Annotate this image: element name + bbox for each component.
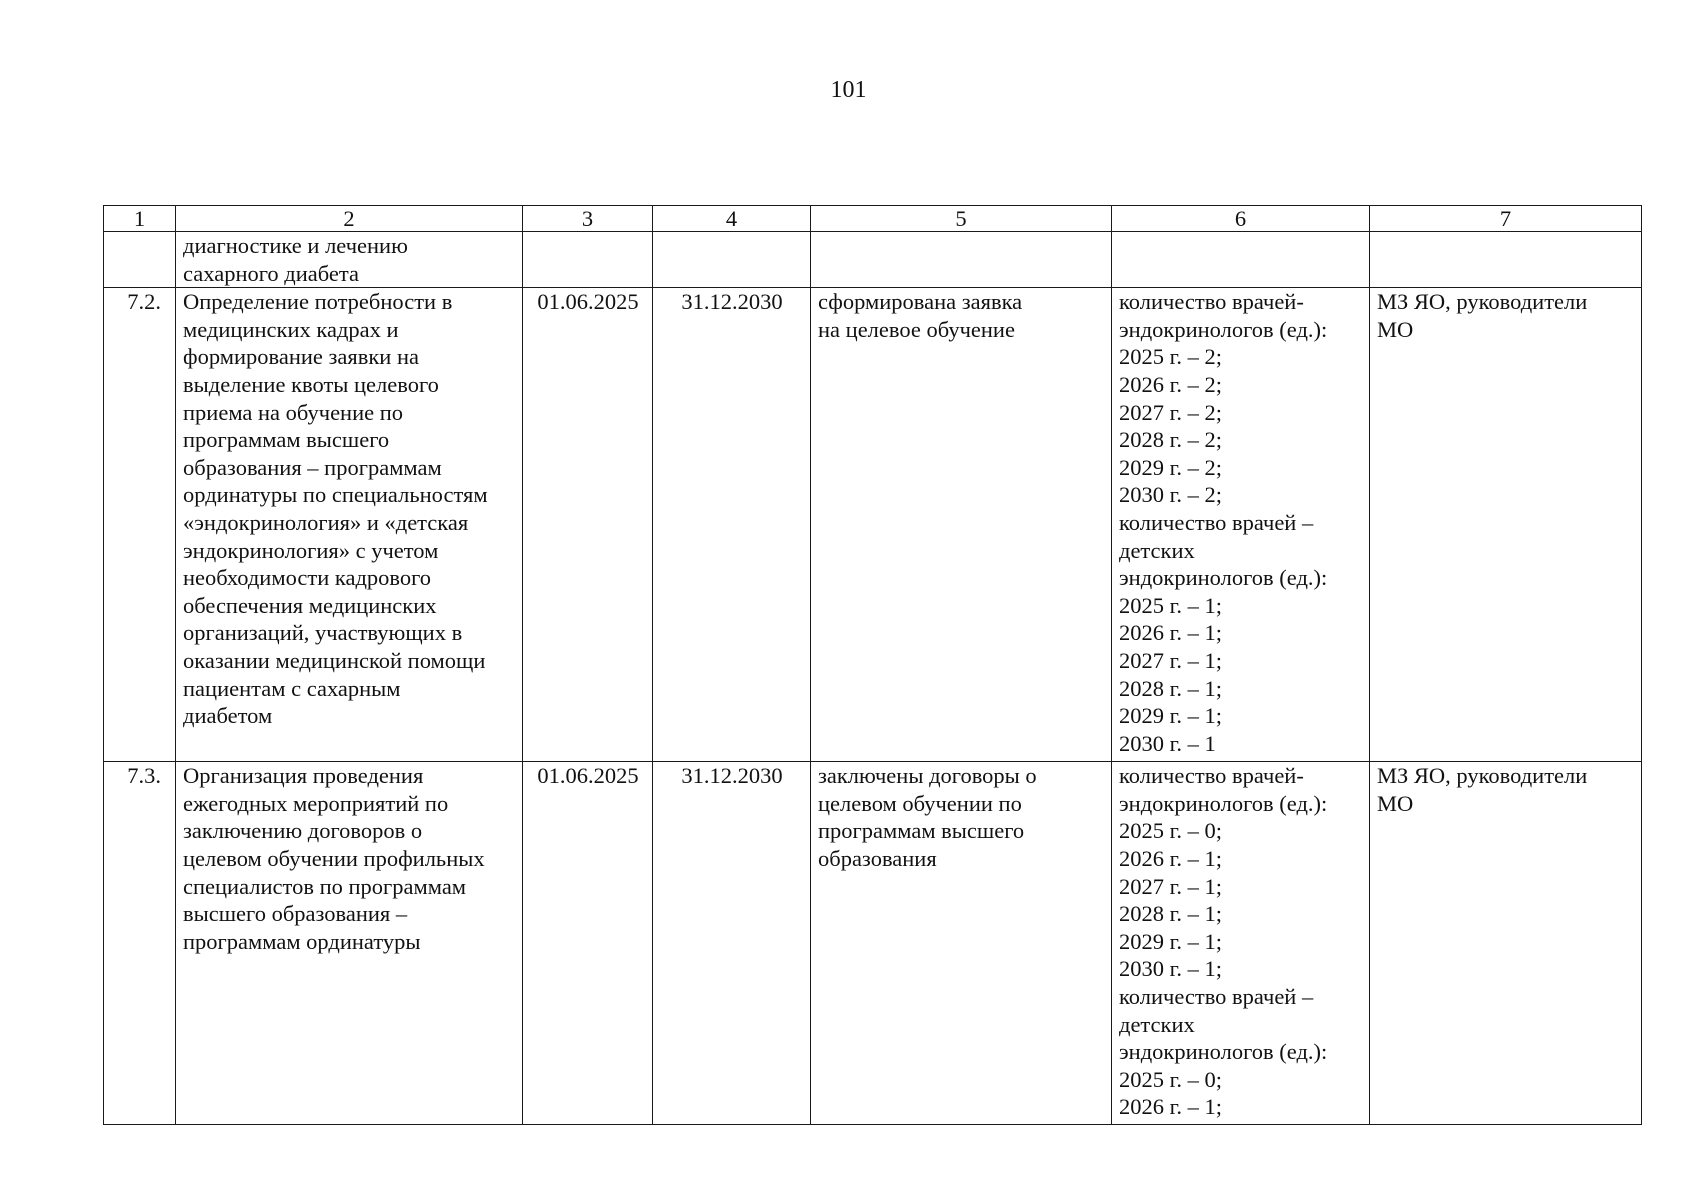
task-line: программам ординатуры — [183, 928, 421, 954]
result-cell — [811, 232, 1112, 288]
indicator-line: количество врачей – — [1119, 509, 1314, 535]
indicator-line: 2029 г. – 2; — [1119, 454, 1222, 480]
result-line: заключены договоры о — [818, 763, 1037, 789]
responsible-cell — [1370, 762, 1642, 1125]
task-line: диагностике и лечению — [183, 233, 408, 258]
column-number: 6 — [1112, 206, 1370, 232]
task-line: организаций, участвующих в — [183, 620, 463, 646]
task-line: Организация проведения — [183, 763, 424, 789]
indicator-line: 2030 г. – 1; — [1119, 956, 1222, 982]
indicator-line: эндокринологов (ед.): — [1119, 790, 1328, 816]
responsible-line: МЗ ЯО, руководители — [1377, 289, 1588, 315]
indicator-line: 2030 г. – 1 — [1119, 730, 1216, 756]
indicator-line: эндокринологов (ед.): — [1119, 1039, 1328, 1065]
indicator-line: эндокринологов (ед.): — [1119, 565, 1328, 591]
column-number: 5 — [811, 206, 1112, 232]
end-date: 31.12.2030 — [653, 762, 811, 1125]
task-line: высшего образования – — [183, 901, 408, 927]
responsible-line: МО — [1377, 316, 1414, 342]
indicator-line: 2026 г. – 1; — [1119, 620, 1222, 646]
indicator-line: 2029 г. – 1; — [1119, 703, 1222, 729]
start-date: 01.06.2025 — [523, 288, 653, 762]
item-number: 7.2. — [104, 288, 176, 762]
indicators-cell — [1112, 762, 1370, 1125]
indicator-line: 2026 г. – 1; — [1119, 845, 1222, 871]
task-line: медицинских кадрах и — [183, 316, 399, 342]
indicator-line: количество врачей – — [1119, 983, 1314, 1009]
result-line: образования — [818, 845, 937, 871]
task-line: необходимости кадрового — [183, 565, 432, 591]
indicator-line: 2025 г. – 2; — [1119, 344, 1222, 370]
task-line: заключению договоров о — [183, 818, 423, 844]
indicator-line: детских — [1119, 537, 1195, 563]
responsible-line: МЗ ЯО, руководители — [1377, 763, 1588, 789]
item-number — [104, 232, 176, 288]
task-line: «эндокринология» и «детская — [183, 509, 469, 535]
result-line: сформирована заявка — [818, 289, 1023, 315]
indicator-line: 2027 г. – 1; — [1119, 873, 1222, 899]
task-line: Определение потребности в — [183, 289, 453, 315]
table-row — [104, 288, 1642, 762]
indicators-cell — [1112, 288, 1370, 762]
indicator-line: количество врачей- — [1119, 289, 1304, 315]
table-row — [104, 232, 1642, 288]
result-line: целевом обучении по — [818, 790, 1022, 816]
task-line: ежегодных мероприятий по — [183, 790, 449, 816]
indicator-line: количество врачей- — [1119, 763, 1304, 789]
task-line: образования – программам — [183, 454, 442, 480]
result-cell — [811, 762, 1112, 1125]
task-cell — [176, 288, 523, 762]
column-number: 4 — [653, 206, 811, 232]
measures-table — [103, 205, 1642, 1125]
end-date: 31.12.2030 — [653, 288, 811, 762]
indicator-line: 2029 г. – 1; — [1119, 928, 1222, 954]
task-line: обеспечения медицинских — [183, 592, 437, 618]
indicator-line: 2025 г. – 0; — [1119, 818, 1222, 844]
page-number: 101 — [830, 77, 867, 103]
indicator-line: 2027 г. – 2; — [1119, 399, 1222, 425]
result-line: на целевое обучение — [818, 316, 1015, 342]
task-cell — [176, 762, 523, 1125]
task-line: пациентам с сахарным — [183, 675, 401, 701]
task-line: сахарного диабета — [183, 260, 359, 286]
indicator-line: 2025 г. – 0; — [1119, 1066, 1222, 1092]
table-row — [104, 762, 1642, 1125]
task-cell — [176, 232, 523, 288]
result-cell — [811, 288, 1112, 762]
column-number: 2 — [176, 206, 523, 232]
task-line: диабетом — [183, 703, 273, 729]
indicator-line: эндокринологов (ед.): — [1119, 316, 1328, 342]
indicator-line: 2028 г. – 2; — [1119, 427, 1222, 453]
task-line: приема на обучение по — [183, 399, 404, 425]
responsible-cell — [1370, 288, 1642, 762]
end-date — [653, 232, 811, 288]
indicator-line: 2028 г. – 1; — [1119, 675, 1222, 701]
indicator-line: 2025 г. – 1; — [1119, 592, 1222, 618]
indicator-line: детских — [1119, 1011, 1195, 1037]
task-line: формирование заявки на — [183, 344, 419, 370]
indicator-line: 2026 г. – 2; — [1119, 371, 1222, 397]
task-line: программам высшего — [183, 427, 390, 453]
responsible-cell — [1370, 232, 1642, 288]
task-line: выделение квоты целевого — [183, 371, 439, 397]
task-line: эндокринология» с учетом — [183, 537, 439, 563]
column-number-row — [104, 206, 1642, 232]
column-number: 1 — [104, 206, 176, 232]
column-number: 7 — [1370, 206, 1642, 232]
column-number: 3 — [523, 206, 653, 232]
indicators-cell — [1112, 232, 1370, 288]
responsible-line: МО — [1377, 790, 1414, 816]
task-line: целевом обучении профильных — [183, 845, 485, 871]
indicator-line: 2028 г. – 1; — [1119, 901, 1222, 927]
task-line: оказании медицинской помощи — [183, 647, 486, 673]
result-line: программам высшего — [818, 818, 1025, 844]
indicator-line: 2030 г. – 2; — [1119, 482, 1222, 508]
indicator-line: 2027 г. – 1; — [1119, 647, 1222, 673]
task-line: специалистов по программам — [183, 873, 467, 899]
task-line: ординатуры по специальностям — [183, 482, 488, 508]
indicator-line: 2026 г. – 1; — [1119, 1094, 1222, 1120]
item-number: 7.3. — [104, 762, 176, 1125]
start-date — [523, 232, 653, 288]
start-date: 01.06.2025 — [523, 762, 653, 1125]
